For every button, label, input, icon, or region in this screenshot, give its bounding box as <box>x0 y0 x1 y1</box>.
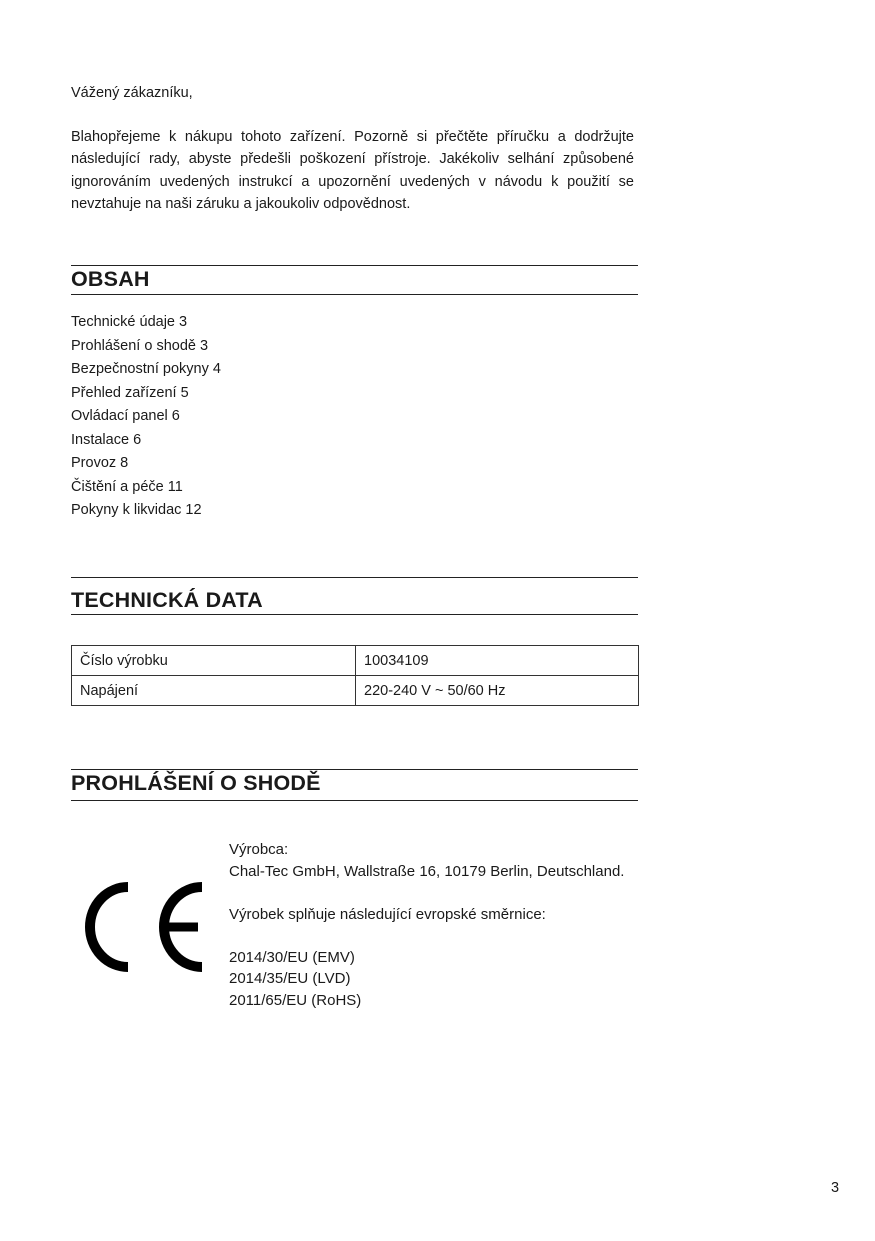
tech-label-cell: Napájení <box>72 676 356 706</box>
directives-statement: Výrobek splňuje následující evropské směrnice: <box>229 905 546 923</box>
directive-item: 2014/30/EU (EMV) <box>229 948 355 966</box>
conformity-declaration <box>229 839 624 1011</box>
section-rule-bottom <box>71 800 638 801</box>
directive-item: 2014/35/EU (LVD) <box>229 970 351 987</box>
toc-item: Ovládací panel 6 <box>71 408 180 424</box>
tech-data-table <box>71 645 639 706</box>
toc-item: Pokyny k likvidac 12 <box>71 502 202 518</box>
toc-item: Technické údaje 3 <box>71 314 188 330</box>
toc-item: Instalace 6 <box>71 431 142 448</box>
greeting: Vážený zákazníku, <box>71 85 193 101</box>
table-of-contents <box>71 311 221 523</box>
manufacturer-address: Chal-Tec GmbH, Wallstraße 16, 10179 Berlin, Deutschland. <box>229 862 625 880</box>
directive-item: 2011/65/EU (RoHS) <box>229 991 362 1009</box>
page-number: 3 <box>831 1180 840 1196</box>
manufacturer-label: Výrobca: <box>229 841 289 858</box>
intro-paragraph: Blahopřejeme k nákupu tohoto zařízení. Pozorně si přečtěte příručku a dodržujte následující rady, abyste předešli poškození přístroje. Jakékoliv selhání způsobené ignorováním uvedených instrukcí a upozornění uvedených v návodu k použití se nevztahuje na naši záruku a jakoukoliv odpovědnost. <box>71 129 634 212</box>
conformity-title: PROHLÁŠENÍ O SHODĚ <box>71 771 321 795</box>
tech-label-cell: Číslo výrobku <box>72 646 356 676</box>
table-row <box>72 646 639 676</box>
tech-value-cell: 220-240 V ~ 50/60 Hz <box>356 676 639 706</box>
section-rule-bottom <box>71 614 638 615</box>
toc-title: OBSAH <box>71 267 150 291</box>
section-rule-top <box>71 577 638 578</box>
tech-title: TECHNICKÁ DATA <box>71 588 263 612</box>
section-rule-top <box>71 265 638 266</box>
ce-mark-icon <box>82 880 208 974</box>
toc-item: Čištění a péče 11 <box>71 478 183 495</box>
section-rule-top <box>71 769 638 770</box>
section-rule-bottom <box>71 294 638 295</box>
toc-item: Prohlášení o shodě 3 <box>71 337 209 354</box>
tech-value-cell: 10034109 <box>356 646 639 676</box>
toc-item: Přehled zařízení 5 <box>71 384 189 401</box>
toc-item: Bezpečnostní pokyny 4 <box>71 361 221 377</box>
toc-item: Provoz 8 <box>71 455 129 471</box>
table-row <box>72 676 639 706</box>
